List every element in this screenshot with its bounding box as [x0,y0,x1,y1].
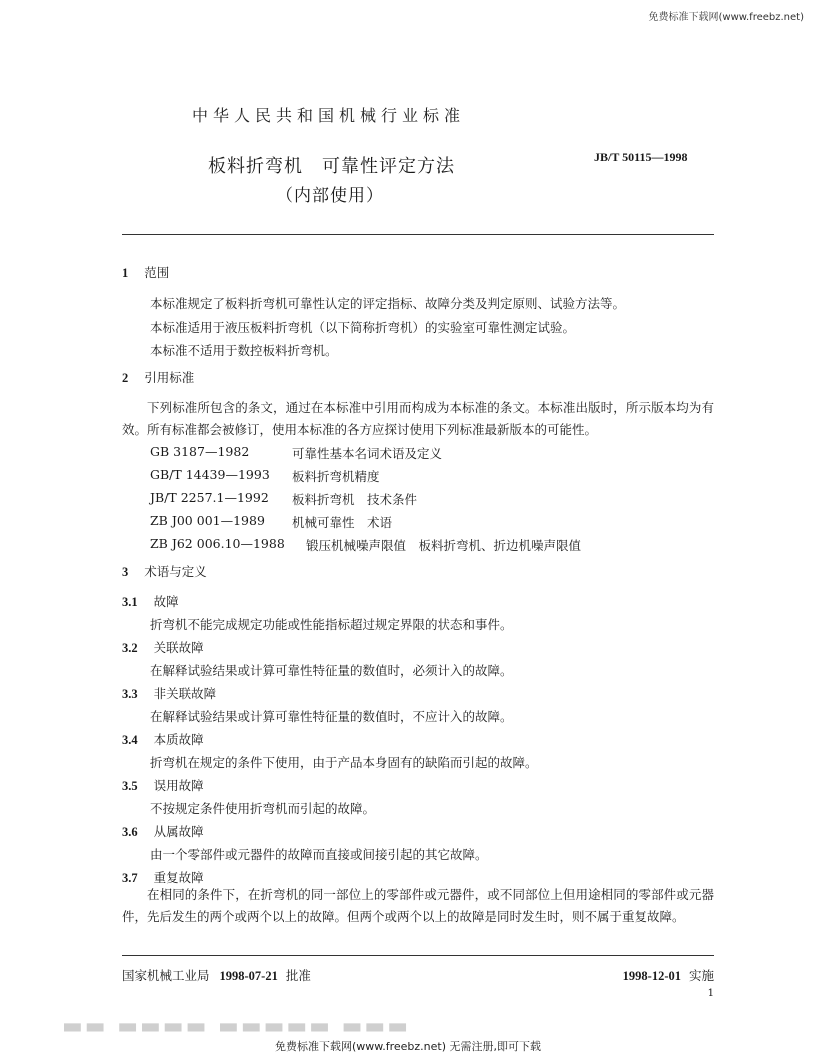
approval-line [122,966,311,984]
reference-code: ZB J00 001—1989 [150,513,265,528]
issuing-organization: 中华人民共和国机械行业标准 [192,106,466,125]
document-subtitle: （内部使用） [276,186,384,206]
term-name: 本质故障 [153,732,204,747]
term-name: 误用故障 [153,778,204,793]
section-1-number: 1 [122,266,129,280]
reference-code: GB 3187—1982 [150,444,250,459]
term-name: 从属故障 [153,824,204,839]
term-number: 3.2 [122,641,138,655]
term-definition: 折弯机不能完成规定功能或性能指标超过规定界限的状态和事件。 [150,617,513,632]
term-heading [122,776,204,794]
term-name: 重复故障 [153,870,204,885]
approval-label: 批准 [285,968,311,983]
term-definition: 在解释试验结果或计算可靠性特征量的数值时，不应计入的故障。 [150,709,513,724]
section-2-number: 2 [122,371,129,385]
term-number: 3.6 [122,825,138,839]
approval-date: 1998-07-21 [219,969,278,983]
top-watermark: 免费标准下载网(www.freebz.net) [648,12,804,23]
implementation-date: 1998-12-01 [622,969,681,983]
term-name: 故障 [153,594,179,609]
standard-number: JB/T 50115—1998 [594,150,688,164]
term-number: 3.1 [122,595,138,609]
term-number: 3.7 [122,871,138,885]
term-definition: 由一个零部件或元器件的故障而直接或间接引起的其它故障。 [150,847,488,862]
term-definition: 在相同的条件下，在折弯机的同一部位上的零部件或元器件，或不同部位上但用途相同的零部件或元器件，先后发生的两个或两个以上的故障。但两个或两个以上的故障是同时发生时，则不属于重复故障。 [122,887,714,924]
issuer: 国家机械工业局 [122,968,210,983]
footer-divider [122,955,714,956]
term-name: 关联故障 [153,640,204,655]
term-heading [122,592,179,610]
term-definition: 在解释试验结果或计算可靠性特征量的数值时，必须计入的故障。 [150,663,513,678]
term-number: 3.5 [122,779,138,793]
term-heading [122,638,204,656]
section-2-intro: 下列标准所包含的条文，通过在本标准中引用而构成为本标准的条文。本标准出版时，所示版本均为有效。所有标准都会被修订，使用本标准的各方应探讨使用下列标准最新版本的可能性。 [122,400,714,437]
implementation-line [623,966,714,984]
term-heading [122,822,204,840]
reference-code: ZB J62 006.10—1988 [150,536,285,551]
section-3-heading [122,562,207,580]
section-3-title: 术语与定义 [144,564,207,579]
implementation-label: 实施 [688,968,714,983]
term-heading [122,730,204,748]
page-number: 1 [707,988,714,999]
section-3-number: 3 [122,565,129,579]
reference-name: 机械可靠性 术语 [292,515,393,530]
term-heading [122,684,216,702]
section-1-line: 本标准不适用于数控板料折弯机。 [150,343,338,358]
reference-code: JB/T 2257.1—1992 [150,490,269,505]
reference-code: GB/T 14439—1993 [150,467,270,482]
document-title: 板料折弯机 可靠性评定方法 [208,156,455,177]
section-1-line: 本标准适用于液压板料折弯机（以下简称折弯机）的实验室可靠性测定试验。 [150,320,576,335]
term-number: 3.4 [122,733,138,747]
reference-name: 可靠性基本名词术语及定义 [292,446,443,461]
section-2-heading [122,368,194,386]
term-name: 非关联故障 [153,686,217,701]
faint-watermark-strip: ▬▬ ▬▬▬▬ ▬▬▬▬▬ ▬▬▬ [62,1014,410,1039]
reference-name: 板料折弯机 技术条件 [292,492,418,507]
section-1-title: 范围 [144,265,170,280]
bottom-watermark: 免费标准下载网(www.freebz.net) 无需注册,即可下载 [274,1040,542,1053]
section-2-title: 引用标准 [144,370,195,385]
term-number: 3.3 [122,687,138,701]
term-definition: 折弯机在规定的条件下使用，由于产品本身固有的缺陷而引起的故障。 [150,755,538,770]
reference-name: 板料折弯机精度 [292,469,380,484]
header-divider [122,234,714,235]
section-1-heading [122,263,169,281]
section-1-line: 本标准规定了板料折弯机可靠性认定的评定指标、故障分类及判定原则、试验方法等。 [150,296,626,311]
reference-name: 锻压机械噪声限值 板料折弯机、折边机噪声限值 [306,538,582,553]
term-definition: 不按规定条件使用折弯机而引起的故障。 [150,801,376,816]
